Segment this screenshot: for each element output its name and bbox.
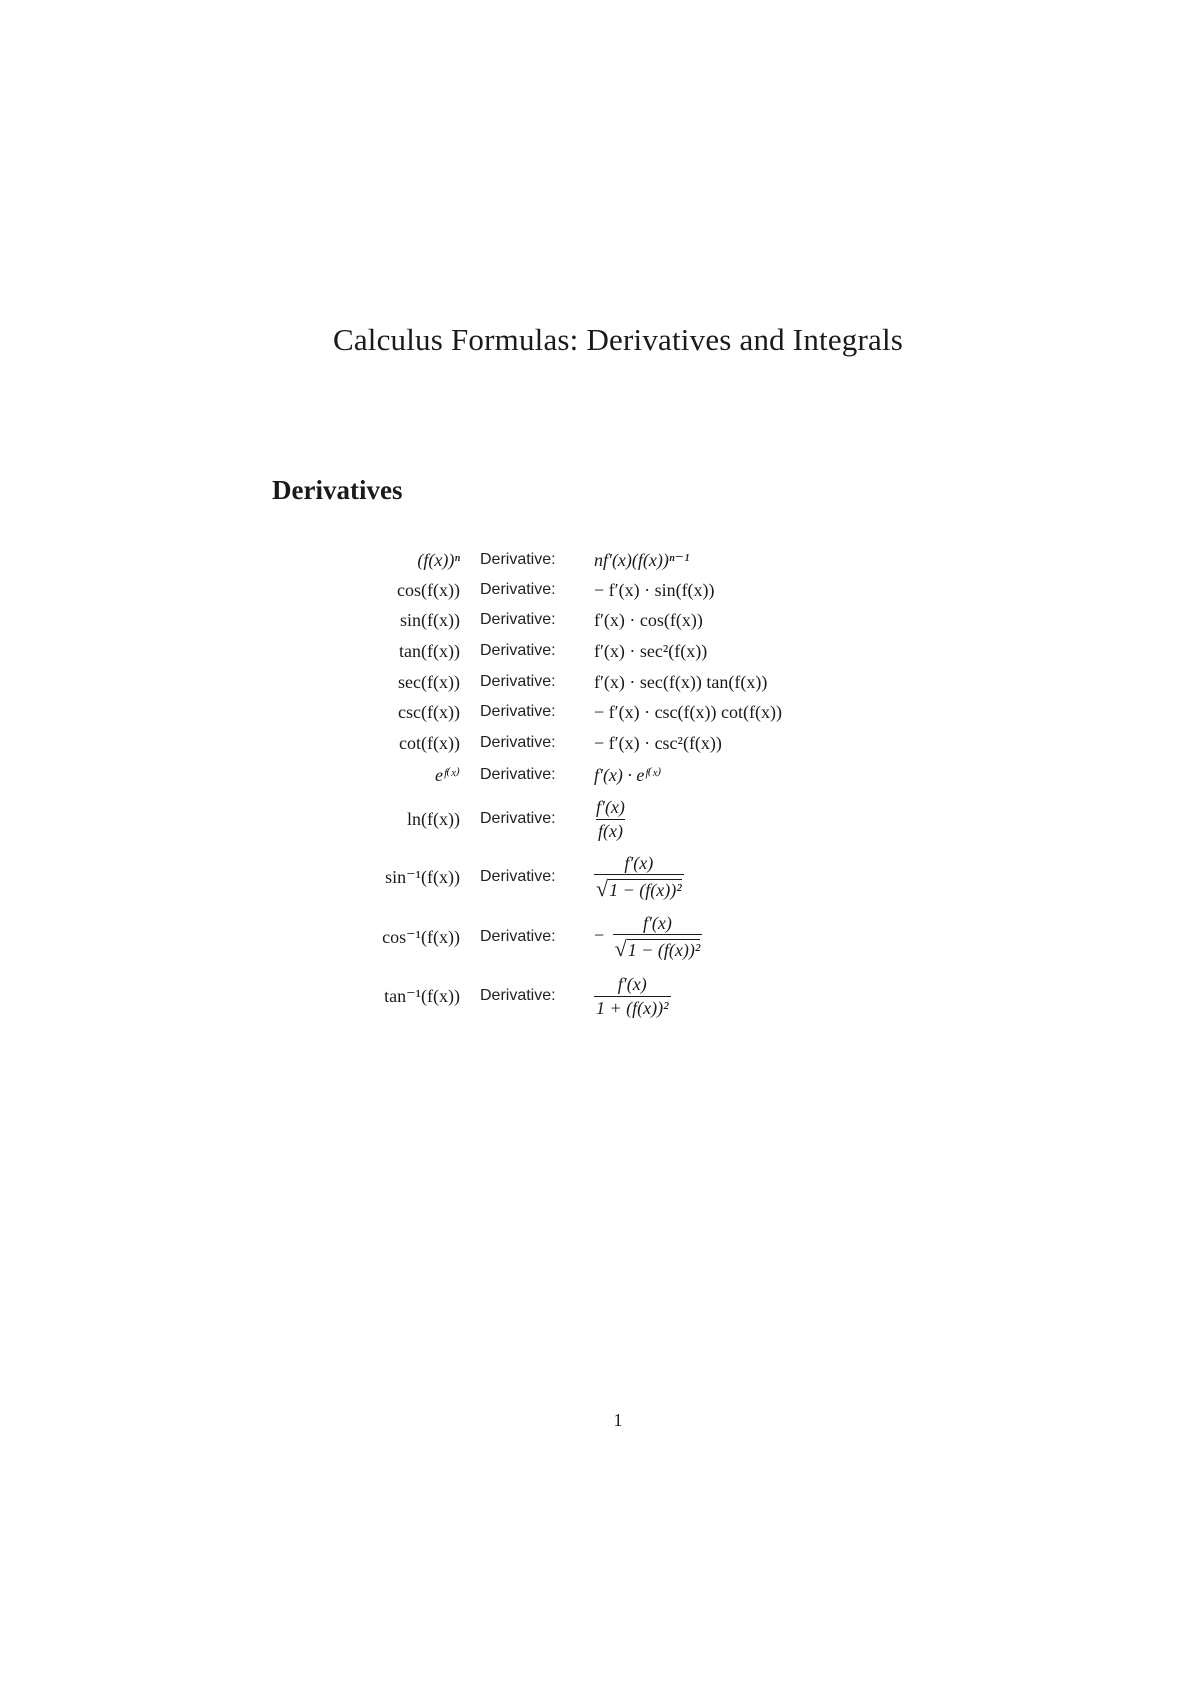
fraction-denominator: 1 + (f(x))² [596,997,669,1018]
derivative-result: f′(x) · sec(f(x)) tan(f(x)) [594,671,768,692]
derivative-label: Derivative: [480,703,556,720]
derivative-result: f′(x) · cos(f(x)) [594,609,703,630]
derivative-label: Derivative: [480,810,556,827]
formula-row [300,967,920,1025]
derivative-result [594,853,920,902]
function-expression: cos(f(x)) [397,579,460,600]
derivative-label: Derivative: [480,611,556,628]
fraction-numerator: f′(x) [617,973,647,994]
fraction-numerator: f′(x) [642,912,672,933]
function-expression: tan⁻¹(f(x)) [384,985,460,1006]
function-expression: csc(f(x)) [398,701,460,722]
derivative-result: − f′(x) · csc(f(x)) cot(f(x)) [594,701,782,722]
formula-row [300,697,920,727]
derivative-label: Derivative: [480,868,556,885]
fraction [613,913,703,962]
page-title: Calculus Formulas: Derivatives and Integrals [332,322,904,357]
sqrt-radicand: 1 − (f(x))² [627,940,701,961]
fraction-numerator: f′(x) [624,852,654,873]
function-expression: tan(f(x)) [399,640,460,661]
formula-row [300,605,920,635]
fraction-denominator [613,934,703,961]
derivative-label: Derivative: [480,987,556,1004]
function-expression: cot(f(x)) [399,732,460,753]
derivative-result: − f′(x) · sin(f(x)) [594,579,715,600]
derivative-label: Derivative: [480,551,556,568]
derivative-label: Derivative: [480,928,556,945]
formula-row [300,667,920,697]
derivative-label: Derivative: [480,581,556,598]
function-expression: eᶠ⁽ˣ⁾ [434,764,460,785]
square-root-icon: √ [596,876,609,902]
derivative-result: − f′(x) · csc²(f(x)) [594,732,722,753]
formula-row [300,791,920,847]
derivative-label: Derivative: [480,734,556,751]
formula-row [300,907,920,967]
square-root-icon: √ [614,936,627,962]
formula-row [300,847,920,907]
derivative-result: f′(x) · eᶠ⁽ˣ⁾ [594,764,662,785]
formula-row [300,727,920,759]
function-expression: sin(f(x)) [400,609,460,630]
function-expression: sec(f(x)) [398,671,460,692]
formula-row [300,575,920,605]
derivative-result [594,974,920,1018]
formula-row [300,635,920,667]
formula-row [300,545,920,575]
function-expression: (f(x))ⁿ [417,549,460,570]
fraction [594,797,627,841]
function-expression: cos⁻¹(f(x)) [382,926,460,947]
sqrt-radicand: 1 − (f(x))² [609,880,682,901]
derivative-result: nf′(x)(f(x))ⁿ⁻¹ [594,549,690,570]
fraction-denominator: f(x) [597,820,623,841]
fraction [594,974,671,1018]
function-expression: sin⁻¹(f(x)) [385,866,460,887]
section-heading: Derivatives [272,475,403,505]
derivative-formula-table [300,545,920,1025]
page-number: 1 [613,1410,623,1430]
fraction-denominator [594,874,684,901]
derivative-result: f′(x) · sec²(f(x)) [594,640,708,661]
derivative-label: Derivative: [480,642,556,659]
derivative-result [594,913,920,962]
fraction-numerator: f′(x) [596,796,625,817]
function-expression: ln(f(x)) [407,808,460,829]
formula-row [300,759,920,791]
derivative-label: Derivative: [480,766,556,783]
derivative-result [594,797,920,841]
negative-sign: − [594,925,605,946]
derivative-label: Derivative: [480,673,556,690]
fraction [594,853,684,902]
